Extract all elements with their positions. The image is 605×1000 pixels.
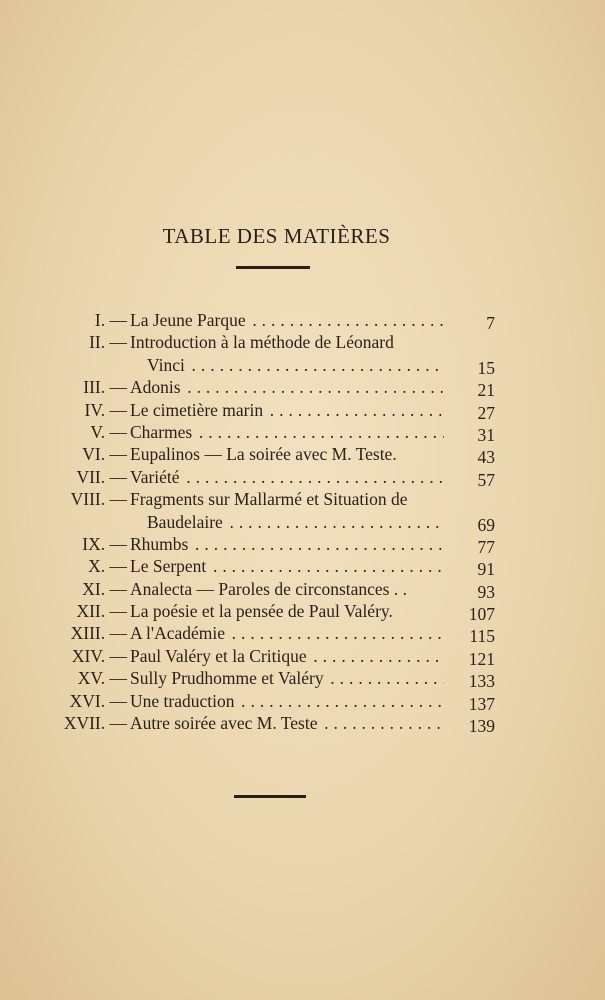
toc-page-number: 115 — [469, 626, 495, 647]
toc-entry — [0, 690, 605, 712]
toc-title: Rhumbs — [130, 533, 189, 554]
page-title: TABLE DES MATIÈRES — [162, 224, 391, 248]
toc-title: A l'Académie — [130, 623, 225, 644]
toc-page-number: 93 — [477, 581, 495, 602]
toc-title: Une traduction — [130, 690, 235, 711]
toc-line — [0, 555, 605, 580]
toc-page-number: 7 — [486, 313, 495, 333]
toc-number: VI. — — [82, 444, 127, 465]
toc-number: XVII. — — [63, 713, 127, 734]
toc-line — [0, 354, 605, 376]
toc-page-number: 69 — [477, 514, 495, 535]
toc-line — [0, 622, 605, 647]
toc-number: I. — — [94, 310, 127, 330]
table-of-contents — [0, 309, 605, 737]
toc-number: IX. — — [82, 533, 127, 554]
toc-title: Le Serpent — [130, 556, 207, 577]
toc-entry — [0, 488, 605, 533]
toc-title: Analecta — Paroles de circonstances . . — [130, 578, 407, 599]
toc-line — [0, 511, 605, 533]
toc-entry — [0, 533, 605, 555]
toc-title: Eupalinos — La soirée avec M. Teste. — [130, 444, 397, 465]
toc-title: Adonis — [130, 377, 181, 398]
toc-number: XIV. — — [71, 645, 127, 666]
toc-line — [0, 421, 605, 443]
toc-title: Fragments sur Mallarmé et Situation de — [130, 489, 408, 510]
toc-line — [0, 331, 605, 353]
toc-entry — [0, 555, 605, 580]
toc-page-number: 91 — [477, 559, 495, 580]
toc-title: Vinci — [147, 354, 185, 375]
toc-page-number: 107 — [468, 604, 495, 625]
toc-line — [0, 443, 605, 468]
toc-entry — [0, 578, 605, 600]
toc-line — [0, 667, 605, 692]
toc-page-number: 31 — [477, 424, 495, 445]
toc-entry — [0, 466, 605, 488]
toc-entry — [0, 443, 605, 468]
toc-title: Variété — [130, 466, 180, 487]
toc-title: La poésie et la pensée de Paul Valéry. — [130, 601, 393, 622]
toc-entry — [0, 600, 605, 625]
toc-page-number: 21 — [477, 380, 495, 401]
toc-page-number: 137 — [468, 693, 495, 714]
toc-title: Paul Valéry et la Critique — [130, 645, 307, 666]
toc-entry — [0, 645, 605, 667]
closing-rule — [234, 795, 306, 798]
toc-line — [0, 488, 605, 510]
toc-number: VII. — — [76, 466, 127, 487]
toc-page-number: 43 — [477, 447, 495, 468]
toc-title: Autre soirée avec M. Teste — [130, 713, 318, 734]
toc-entry — [0, 309, 605, 331]
toc-line — [0, 533, 605, 555]
toc-page-number: 121 — [468, 648, 495, 669]
toc-page-number: 27 — [477, 402, 495, 423]
toc-entry — [0, 376, 605, 401]
toc-page-number: 57 — [477, 469, 495, 490]
toc-page-number: 139 — [468, 716, 495, 737]
toc-number: V. — — [90, 421, 127, 442]
toc-entry — [0, 421, 605, 443]
toc-line — [0, 712, 605, 737]
toc-title: La Jeune Parque — [130, 310, 246, 330]
toc-number: XI. — — [82, 578, 127, 599]
toc-entry — [0, 667, 605, 692]
toc-number: III. — — [83, 377, 127, 398]
toc-page-number: 15 — [477, 357, 495, 378]
toc-line — [0, 376, 605, 401]
toc-entry — [0, 622, 605, 647]
toc-page-number: 77 — [477, 536, 495, 557]
toc-number: VIII. — — [70, 489, 127, 510]
toc-title: Baudelaire — [147, 511, 223, 532]
toc-title: Sully Prudhomme et Valéry — [130, 668, 324, 689]
toc-title: Introduction à la méthode de Léonard — [130, 332, 394, 353]
toc-page-number: 133 — [468, 671, 495, 692]
toc-line — [0, 309, 605, 331]
toc-number: X. — — [88, 556, 127, 577]
toc-number: XVI. — — [69, 690, 127, 711]
toc-number: XII. — — [76, 601, 127, 622]
title-rule — [236, 266, 310, 269]
toc-line — [0, 466, 605, 488]
toc-line — [0, 578, 605, 600]
toc-number: II. — — [89, 332, 127, 353]
toc-title: Charmes — [130, 421, 193, 442]
toc-line — [0, 645, 605, 667]
toc-entry — [0, 399, 605, 421]
toc-line — [0, 600, 605, 625]
toc-number: XV. — — [77, 668, 127, 689]
toc-line — [0, 399, 605, 421]
toc-number: XIII. — — [70, 623, 127, 644]
toc-number: IV. — — [84, 399, 127, 420]
toc-entry — [0, 331, 605, 376]
toc-title: Le cimetière marin — [130, 399, 264, 420]
toc-entry — [0, 712, 605, 737]
toc-line — [0, 690, 605, 712]
